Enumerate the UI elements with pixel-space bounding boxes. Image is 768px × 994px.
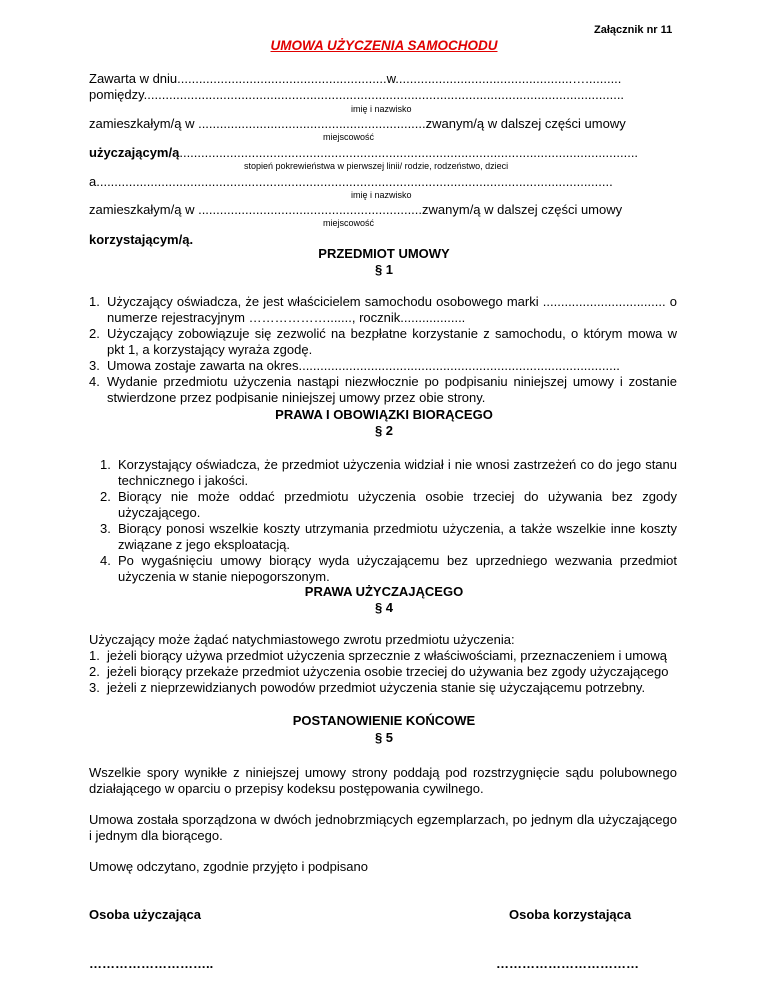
list-item: 2. Użyczający zobowiązuje się zezwolić na bezpłatne korzystanie z samochodu, o którym mowa w pkt 1, a korzystający wyraża zgodę. — [89, 326, 677, 357]
note-place-2: miejscowość — [323, 218, 375, 228]
list-item: 1. Korzystający oświadcza, że przedmiot użyczenia widział i nie wnosi zastrzeżeń co do jego stanu technicznego i jakości. — [100, 457, 677, 488]
section4-heading: POSTANOWIENIE KOŃCOWE — [292, 713, 476, 728]
section2-heading: PRAWA I OBOWIĄZKI BIORĄCEGO — [275, 407, 493, 422]
note-place-1: miejscowość — [323, 132, 375, 142]
section1-list — [89, 294, 677, 406]
list-item: 2. Biorący nie może oddać przedmiotu użyczenia osobie trzeciej do używania bez zgody użyczającego. — [100, 489, 677, 520]
parties-line-address-1: zamieszkałym/ą w ...............................................................zwanym/ą w dalszej części umowy — [89, 116, 626, 131]
section3-list — [89, 648, 677, 696]
signature-label-lender: Osoba użyczająca — [89, 907, 201, 922]
section3-intro: Użyczający może żądać natychmiastowego zwrotu przedmiotu użyczenia: — [89, 632, 515, 647]
signature-line-lender: ……………………….. — [89, 956, 214, 971]
section3-paragraph-sign: § 4 — [374, 600, 394, 615]
parties-line-lender — [89, 145, 638, 161]
disputes-paragraph: Wszelkie spory wynikłe z niniejszej umowy strony poddają pod rozstrzygnięcie sądu polubownego działającego w oparciu o przepisy kodeksu postępowania cywilnego. — [89, 765, 677, 796]
signature-line-borrower: …………………………… — [496, 956, 639, 971]
parties-line-and: a............................................................................................................................................... — [89, 174, 613, 189]
section1-paragraph-sign: § 1 — [374, 262, 394, 277]
list-item: 4. Wydanie przedmiotu użyczenia nastąpi niezwłocznie po podpisaniu niniejszej umowy i zostanie stwierdzone przez podpisanie niniejszej umowy przez obie strony. — [89, 374, 677, 405]
section4-paragraph-sign: § 5 — [374, 730, 394, 745]
list-item: 1. jeżeli biorący używa przedmiot użyczenia sprzecznie z właściwościami, przeznaczeniem i umową — [89, 648, 667, 663]
section1-heading: PRZEDMIOT UMOWY — [318, 246, 450, 261]
signed-paragraph: Umowę odczytano, zgodnie przyjęto i podpisano — [89, 859, 368, 874]
list-item: 3. Biorący ponosi wszelkie koszty utrzymania przedmiotu użyczenia, a także wszelkie inne koszty związane z jego eksploatacją. — [100, 521, 677, 552]
parties-line-between: pomiędzy..................................................................................................................................... — [89, 87, 625, 102]
copies-paragraph: Umowa została sporządzona w dwóch jednobrzmiących egzemplarzach, po jednym dla użyczającego i jednym dla biorącego. — [89, 812, 677, 843]
note-name-2: imię i nazwisko — [351, 190, 412, 200]
lender-role: użyczającym/ą — [89, 145, 180, 160]
section3-heading: PRAWA UŻYCZAJĄCEGO — [304, 584, 464, 599]
parties-line-address-2: zamieszkałym/ą w ..............................................................zwanym/ą w dalszej części umowy — [89, 202, 623, 217]
attachment-label: Załącznik nr 11 — [594, 24, 673, 36]
section2-paragraph-sign: § 2 — [374, 423, 394, 438]
list-item: 2. jeżeli biorący przekaże przedmiot użyczenia osobie trzeciej do używania bez zgody użyczającego — [89, 664, 669, 679]
list-item: 1. Użyczający oświadcza, że jest właścicielem samochodu osobowego marki .................................. o numerze rejestracyjnym ………………......., rocznik.................. — [89, 294, 677, 325]
lender-dots: ............................................................................................................................... — [179, 145, 639, 160]
signature-label-borrower: Osoba korzystająca — [509, 907, 632, 922]
list-item: 3. Umowa zostaje zawarta na okres......................................................................................... — [89, 358, 620, 373]
section2-list — [100, 457, 677, 585]
parties-line-borrower: korzystającym/ą. — [89, 232, 194, 247]
list-item: 3. jeżeli z nieprzewidzianych powodów przedmiot użyczenia stanie się użyczającemu potrzebny. — [89, 680, 646, 695]
parties-line-date: Zawarta w dniu..........................................................w.................................................….......... — [89, 71, 622, 86]
document-title: UMOWA UŻYCZENIA SAMOCHODU — [270, 38, 498, 53]
note-name-1: imię i nazwisko — [351, 104, 412, 114]
list-item: 4. Po wygaśnięciu umowy biorący wyda użyczającemu bez uprzedniego wezwania przedmiot użyczenia w stanie niepogorszonym. — [100, 553, 677, 584]
note-relation: stopień pokrewieństwa w pierwszej linii/ rodzie, rodzeństwo, dzieci — [244, 161, 509, 171]
